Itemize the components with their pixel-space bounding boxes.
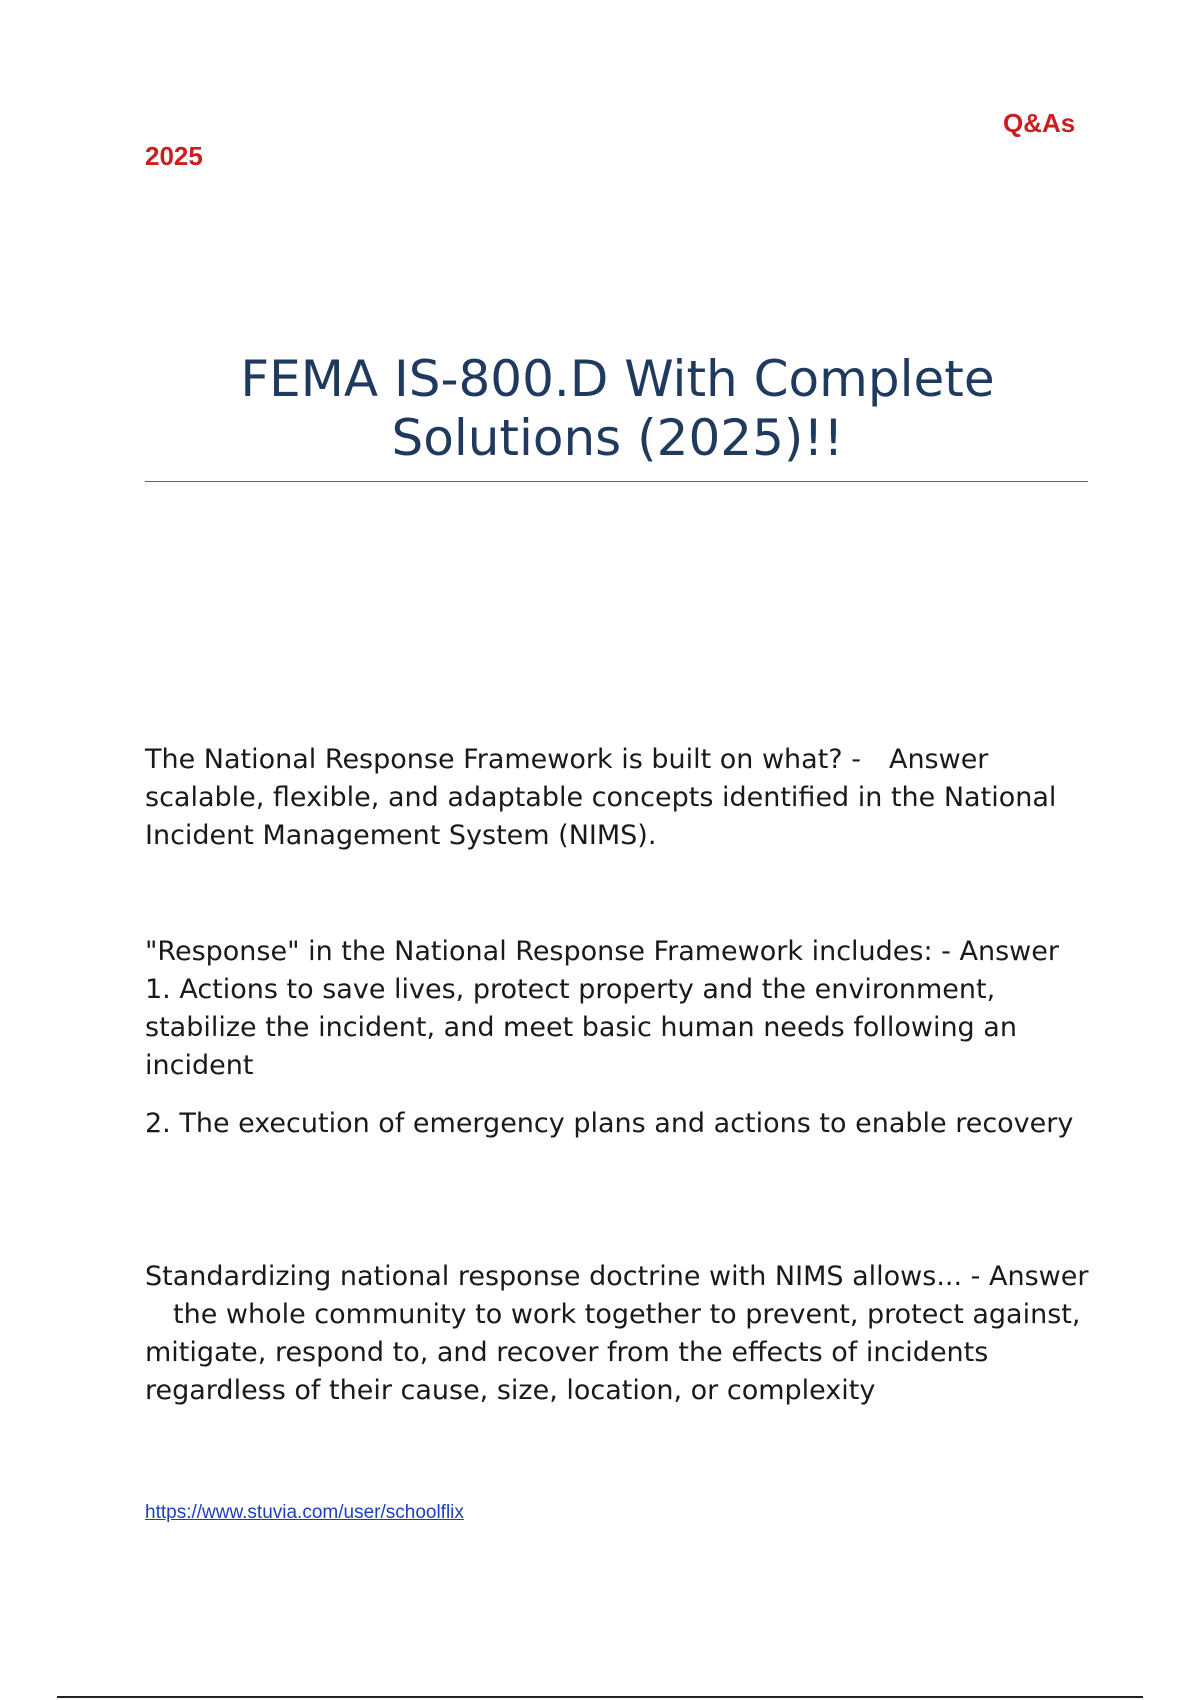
answer-extra-text: 2. The execution of emergency plans and actions to enable recovery	[145, 1108, 1074, 1139]
qa-item-1	[145, 741, 1095, 855]
answer-text: scalable, flexible, and adaptable concepts identified in the National Incident Management System (NIMS).	[145, 782, 1057, 851]
qa-item-2	[145, 933, 1095, 1143]
qa-item-3	[145, 1258, 1095, 1410]
qa-text	[145, 933, 1095, 1085]
qas-badge: Q&As	[1003, 108, 1076, 138]
title-divider	[145, 481, 1088, 482]
year-badge: 2025	[145, 141, 203, 171]
answer-label: Answer	[888, 744, 989, 775]
document-title: FEMA IS-800.D With Complete Solutions (2025)!!	[240, 350, 995, 467]
question-text: Standardizing national response doctrine with NIMS allows... -	[145, 1261, 981, 1292]
footer-divider	[57, 1696, 1143, 1698]
answer-label: Answer	[989, 1261, 1089, 1292]
answer-text: 1. Actions to save lives, protect property and the environment, stabilize the incident, and meet basic human needs following an incident	[145, 974, 1017, 1081]
qa-text	[145, 741, 1095, 855]
qa-text	[145, 1258, 1095, 1410]
answer-text: the whole community to work together to prevent, protect against, mitigate, respond to, and recover from the effects of incidents regardless of their cause, size, location, or complexity	[145, 1299, 1081, 1406]
answer-label: Answer	[959, 936, 1059, 967]
question-text: "Response" in the National Response Framework includes: -	[145, 936, 951, 967]
question-text: The National Response Framework is built on what? -	[145, 744, 861, 775]
source-link[interactable]: https://www.stuvia.com/user/schoolflix	[145, 1502, 464, 1523]
